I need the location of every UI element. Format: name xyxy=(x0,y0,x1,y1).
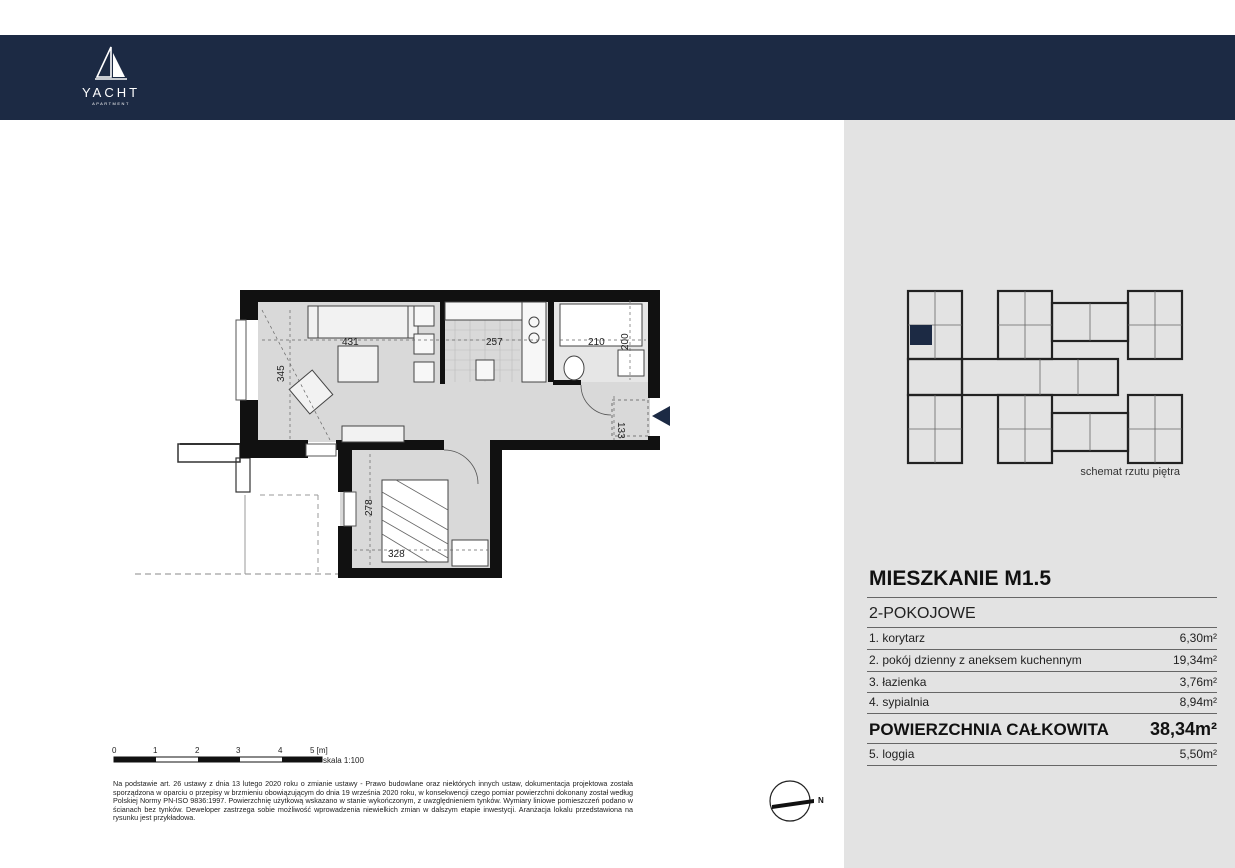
room-area: 3,76m² xyxy=(1179,675,1217,689)
scale-tick: 0 xyxy=(112,746,117,755)
divider xyxy=(867,765,1217,766)
dim-257: 257 xyxy=(486,337,503,348)
apartment-title: MIESZKANIE M1.5 xyxy=(869,567,1052,590)
loggia-area xyxy=(135,444,340,574)
apartment-highlight xyxy=(910,325,932,345)
total-area: 38,34m² xyxy=(1149,719,1217,739)
scale-bar xyxy=(112,745,352,771)
dim-345: 345 xyxy=(276,365,287,382)
brand-tagline: APARTMENT xyxy=(92,101,130,106)
apartment-type: 2-POKOJOWE xyxy=(869,605,976,622)
room-label: 2. pokój dzienny z aneksem kuchennym xyxy=(869,653,1082,667)
entrance-arrow-icon xyxy=(650,404,672,428)
divider xyxy=(867,671,1217,672)
key-plan-caption: schemat rzutu piętra xyxy=(1080,466,1180,478)
room-area: 19,34m² xyxy=(1172,653,1217,667)
scale-tick: 3 xyxy=(236,746,241,755)
total-label: POWIERZCHNIA CAŁKOWITA xyxy=(869,720,1109,739)
dim-200: 200 xyxy=(620,333,631,350)
divider xyxy=(867,597,1217,598)
room-label: 1. korytarz xyxy=(869,631,926,645)
dim-328: 328 xyxy=(388,549,405,560)
divider xyxy=(867,627,1217,628)
divider xyxy=(867,713,1217,714)
room-area: 6,30m² xyxy=(1179,631,1217,645)
scale-tick: 2 xyxy=(195,746,200,755)
dim-210: 210 xyxy=(588,337,605,348)
extra-label: 5. loggia xyxy=(869,747,915,761)
dim-431: 431 xyxy=(342,337,359,348)
floor-key-plan xyxy=(898,285,1190,467)
compass-icon xyxy=(768,777,830,825)
compass-label: N xyxy=(818,796,824,805)
brand-name: YACHT xyxy=(81,85,141,100)
divider xyxy=(867,649,1217,650)
divider xyxy=(867,743,1217,744)
scale-tick: 1 xyxy=(153,746,158,755)
scale-tick: 4 xyxy=(278,746,283,755)
dim-133: 133 xyxy=(615,422,626,439)
room-label: 3. łazienka xyxy=(869,675,927,689)
scale-label: skala 1:100 xyxy=(323,756,364,765)
legal-disclaimer: Na podstawie art. 26 ustawy z dnia 13 lutego 2020 roku o zmianie ustawy - Prawo budowlane oraz niektórych innych ustaw, dokumentacja projektowa została sporządzona w oparciu o przepisy w brzmieniu obowiązującym do dnia 19 września 2020 roku, w konsekwencji czego pomiar powierzchni dokonany został według Polskiej Normy PN-ISO 9836:1997. Powierzchnię użytkową wskazano w stanie wykończonym, z uwzględnieniem tynków. Wymiary liniowe pomieszczeń podano w ścianach bez tynków. Deweloper zastrzega sobie możliwość wprowadzenia niewielkich zmian w dalszym etapie inwestycji. Aranżacja lokalu przedstawiona na rysunku jest przykładowa. xyxy=(113,779,633,823)
room-label: 4. sypialnia xyxy=(869,695,930,709)
scale-tick: 5 [m] xyxy=(310,746,328,755)
divider xyxy=(867,692,1217,693)
extra-area: 5,50m² xyxy=(1179,747,1217,761)
dim-278: 278 xyxy=(364,499,375,516)
room-area: 8,94m² xyxy=(1179,695,1217,709)
